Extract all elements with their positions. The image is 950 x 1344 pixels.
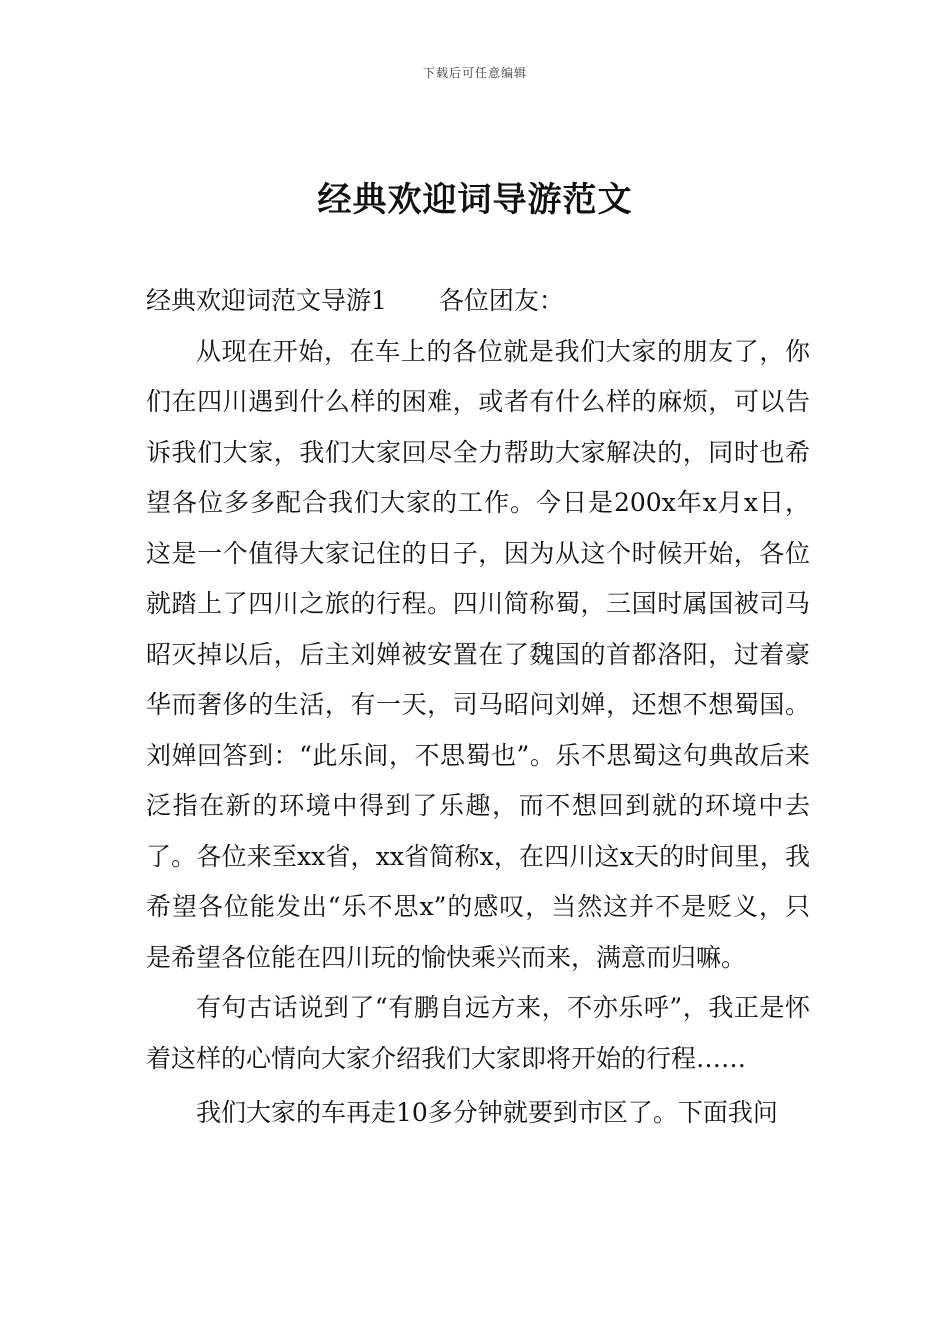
salutation: 各位团友： [438, 286, 564, 315]
paragraph-3: 我们大家的车再走10多分钟就要到市区了。下面我问 [196, 1098, 778, 1127]
section-heading: 经典欢迎词范文导游1 [146, 286, 387, 315]
intro-line [146, 276, 810, 327]
document-body [146, 276, 810, 1139]
paragraph-1: 从现在开始，在车上的各位就是我们大家的朋友了，你们在四川遇到什么样的困难，或者有什么样的麻烦，可以告诉我们大家，我们大家回尽全力帮助大家解决的，同时也希望各位多多配合我们大家的工作。今日是200x年x月x日，这是一个值得大家记住的日子，因为从这个时候开始，各位就踏上了四川之旅的行程。四川简称蜀，三国时属国被司马昭灭掉以后，后主刘婵被安置在了魏国的首都洛阳，过着豪华而奢侈的生活，有一天，司马昭问刘婵，还想不想蜀国。刘婵回答到：“此乐间，不思蜀也”。乐不思蜀这句典故后来泛指在新的环境中得到了乐趣，而不想回到就的环境中去了。各位来至xx省，xx省简称x，在四川这x天的时间里，我希望各位能发出“乐不思x”的感叹，当然这并不是贬义，只是希望各位能在四川玩的愉快乘兴而来，满意而归嘛。 [146, 336, 810, 972]
header-note: 下载后可任意编辑 [422, 66, 527, 80]
document-title: 经典欢迎词导游范文 [317, 180, 633, 220]
paragraph-2: 有句古话说到了“有鹏自远方来，不亦乐呼”，我正是怀着这样的心情向大家介绍我们大家即将开始的行程…… [146, 993, 810, 1073]
